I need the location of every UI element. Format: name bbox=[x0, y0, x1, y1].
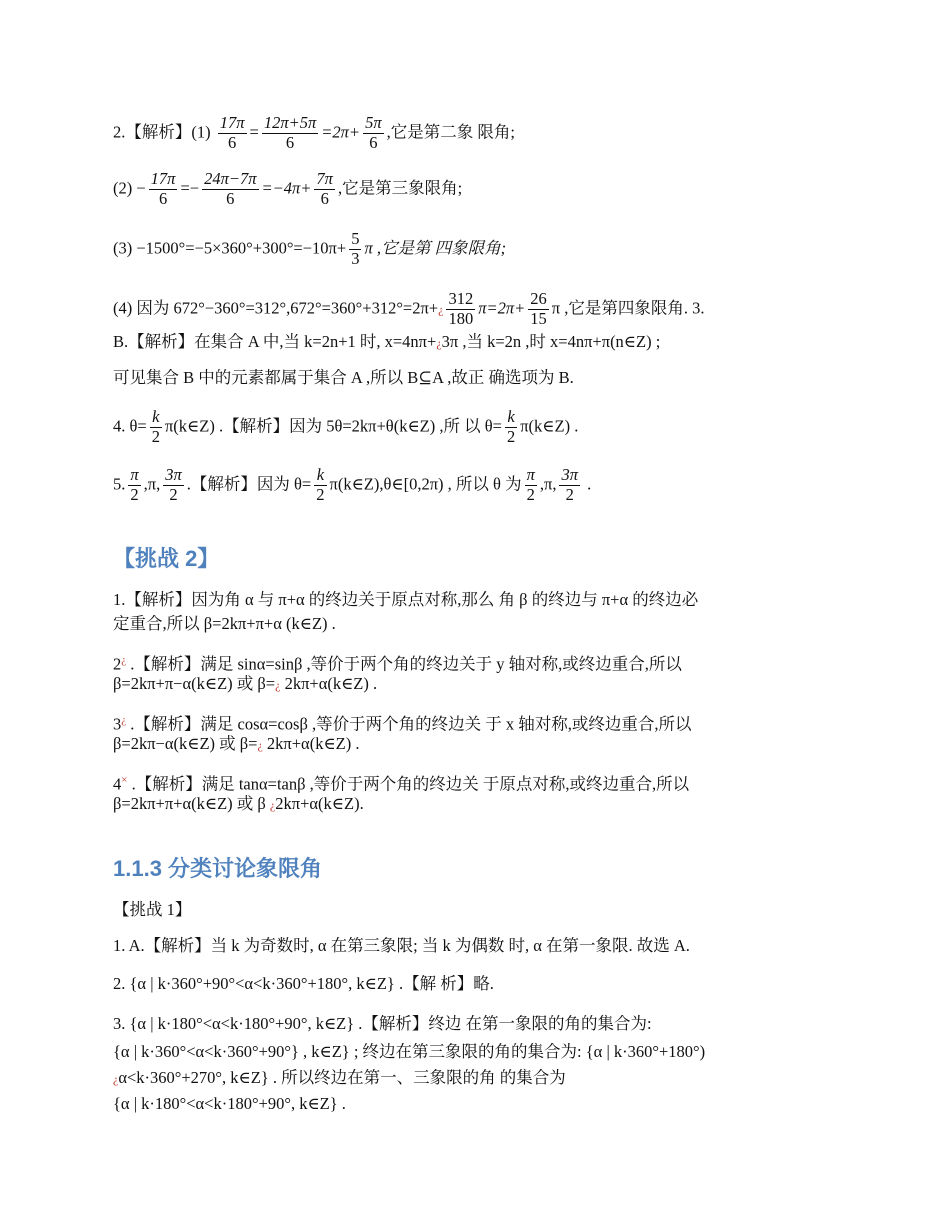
subheading-challenge-1: 【挑战 1】 bbox=[113, 900, 192, 919]
fraction: $\frac{17\pi}{6}$ bbox=[219, 113, 245, 152]
challenge2-answer-3-line-1: 3¿ .【解析】满足 cosα=cosβ ,等价于两个角的终边关 于 x 轴对称,或终边重合,所以 bbox=[113, 714, 692, 734]
fraction: $\frac{5}{3}$ bbox=[351, 229, 360, 268]
section-heading-challenge-2: 【挑战 2】 bbox=[113, 546, 220, 571]
answer-4: 4. θ= $\frac{k}{2}$ π(k∈Z) .【解析】因为 5θ=2kπ+θ(k∈Z) ,所 以 θ= $\frac{k}{2}$ π(k∈Z) . bbox=[113, 407, 579, 446]
section-heading-1-1-3: 1.1.3 分类讨论象限角 bbox=[113, 856, 323, 881]
fraction: $\frac{\pi}{2}$ bbox=[130, 465, 139, 504]
challenge2-answer-1-line-1: 1.【解析】因为角 α 与 π+α 的终边关于原点对称,那么 角 β 的终边与 π+α 的终边必 bbox=[113, 590, 699, 609]
fraction: $\frac{3\pi}{2}$ bbox=[165, 465, 182, 504]
answer-3-line-1: B.【解析】在集合 A 中,当 k=2n+1 时, x=4nπ+¿3π ,当 k=2n ,时 x=4nπ+π(n∈Z) ; bbox=[113, 332, 661, 351]
section3-answer-3-line-2: {α | k·360°<α<k·360°+90°} , k∈Z} ; 终边在第三象限的角的集合为: {α | k·360°+180°) bbox=[113, 1042, 706, 1061]
answer-3-line-2: 可见集合 B 中的元素都属于集合 A ,所以 B⊆A ,故正 确选项为 B. bbox=[113, 368, 574, 387]
challenge2-answer-2-line-2: β=2kπ+π−α(k∈Z) 或 β=¿ 2kπ+α(k∈Z) . bbox=[113, 674, 378, 693]
encoding-glitch-mark: ¿ bbox=[275, 678, 281, 692]
challenge2-answer-3-line-2: β=2kπ−α(k∈Z) 或 β=¿ 2kπ+α(k∈Z) . bbox=[113, 734, 360, 753]
encoding-glitch-mark: ¿ bbox=[113, 1072, 119, 1086]
section3-answer-2: 2. {α | k·360°+90°<α<k·360°+180°, k∈Z} .【解 析】略. bbox=[113, 974, 494, 993]
fraction: $\frac{26}{15}$ bbox=[530, 289, 547, 328]
fraction: $\frac{\pi}{2}$ bbox=[526, 465, 535, 504]
answer-5: 5. $\frac{\pi}{2}$ ,π, $\frac{3\pi}{2}$ .【解析】因为 θ= $\frac{k}{2}$ π(k∈Z),θ∈[0,2π) , 所以 θ 为 $\frac{\pi}{2}$ ,π, $\frac{3\pi}{2}$ . bbox=[113, 465, 592, 504]
challenge2-answer-4-line-2: β=2kπ+π+α(k∈Z) 或 β ¿2kπ+α(k∈Z). bbox=[113, 794, 364, 813]
fraction: $\frac{24\pi-7\pi}{6}$ bbox=[204, 169, 257, 208]
jiexi-label: 【解析】 bbox=[125, 122, 192, 142]
encoding-glitch-mark: ¿ bbox=[436, 336, 442, 350]
section3-answer-1: 1. A.【解析】当 k 为奇数时, α 在第三象限; 当 k 为偶数 时, α 在第一象限. 故选 A. bbox=[113, 936, 690, 955]
fraction: $\frac{5\pi}{6}$ bbox=[365, 113, 382, 152]
fraction: $\frac{312}{180}$ bbox=[448, 289, 474, 328]
encoding-glitch-mark: ¿ bbox=[269, 798, 276, 812]
encoding-glitch-mark: × bbox=[121, 774, 128, 786]
section3-answer-3-line-4: {α | k·180°<α<k·180°+90°, k∈Z} . bbox=[113, 1094, 346, 1113]
answer-2-part-2: (2) − $\frac{17\pi}{6}$ =− $\frac{24\pi-7\pi}{6}$ =−4π+ $\frac{7\pi}{6}$ ,它是第三象限角; bbox=[113, 169, 463, 208]
encoding-glitch-mark: ¿ bbox=[438, 302, 444, 317]
fraction: $\frac{k}{2}$ bbox=[316, 465, 325, 504]
fraction: $\frac{17\pi}{6}$ bbox=[150, 169, 176, 208]
encoding-glitch-mark: ¿ bbox=[121, 714, 127, 726]
fraction: $\frac{3\pi}{2}$ bbox=[561, 465, 578, 504]
encoding-glitch-mark: ¿ bbox=[121, 654, 127, 666]
fraction: $\frac{12\pi+5\pi}{6}$ bbox=[263, 113, 317, 152]
encoding-glitch-mark: ¿ bbox=[257, 738, 263, 752]
fraction: $\frac{k}{2}$ bbox=[506, 407, 516, 446]
fraction: $\frac{7\pi}{6}$ bbox=[316, 169, 333, 208]
challenge2-answer-2-line-1: 2¿ .【解析】满足 sinα=sinβ ,等价于两个角的终边关于 y 轴对称,或终边重合,所以 bbox=[113, 654, 682, 674]
answer-2-part-4: (4) 因为 672°−360°=312°,672°=360°+312°=2π+¿ $\frac{312}{180}$ π=2π+ $\frac{26}{15}$ π ,它是第四象限角. 3. bbox=[113, 289, 705, 328]
section3-answer-3-line-3: ¿α<k·360°+270°, k∈Z} . 所以终边在第一、三象限的角 的集合为 bbox=[113, 1068, 566, 1087]
answer-2-part-3: (3) −1500°=−5×360°+300°=−10π+ $\frac{5}{3}$ π ,它是第 四象限角; bbox=[113, 229, 507, 268]
fraction: $\frac{k}{2}$ bbox=[151, 407, 160, 446]
challenge2-answer-1-line-2: 定重合,所以 β=2kπ+π+α (k∈Z) . bbox=[113, 614, 336, 633]
answer-2-part-1: 2.【解析】(1) $\frac{17\pi}{6}$ = $\frac{12\pi+5\pi}{6}$ =2π+ $\frac{5\pi}{6}$ ,它是第二象 限角; bbox=[113, 113, 515, 152]
section3-answer-3-line-1: 3. {α | k·180°<α<k·180°+90°, k∈Z} .【解析】终边 在第一象限的角的集合为: bbox=[113, 1014, 652, 1033]
challenge2-answer-4-line-1: 4× .【解析】满足 tanα=tanβ ,等价于两个角的终边关 于原点对称,或终边重合,所以 bbox=[113, 774, 690, 794]
